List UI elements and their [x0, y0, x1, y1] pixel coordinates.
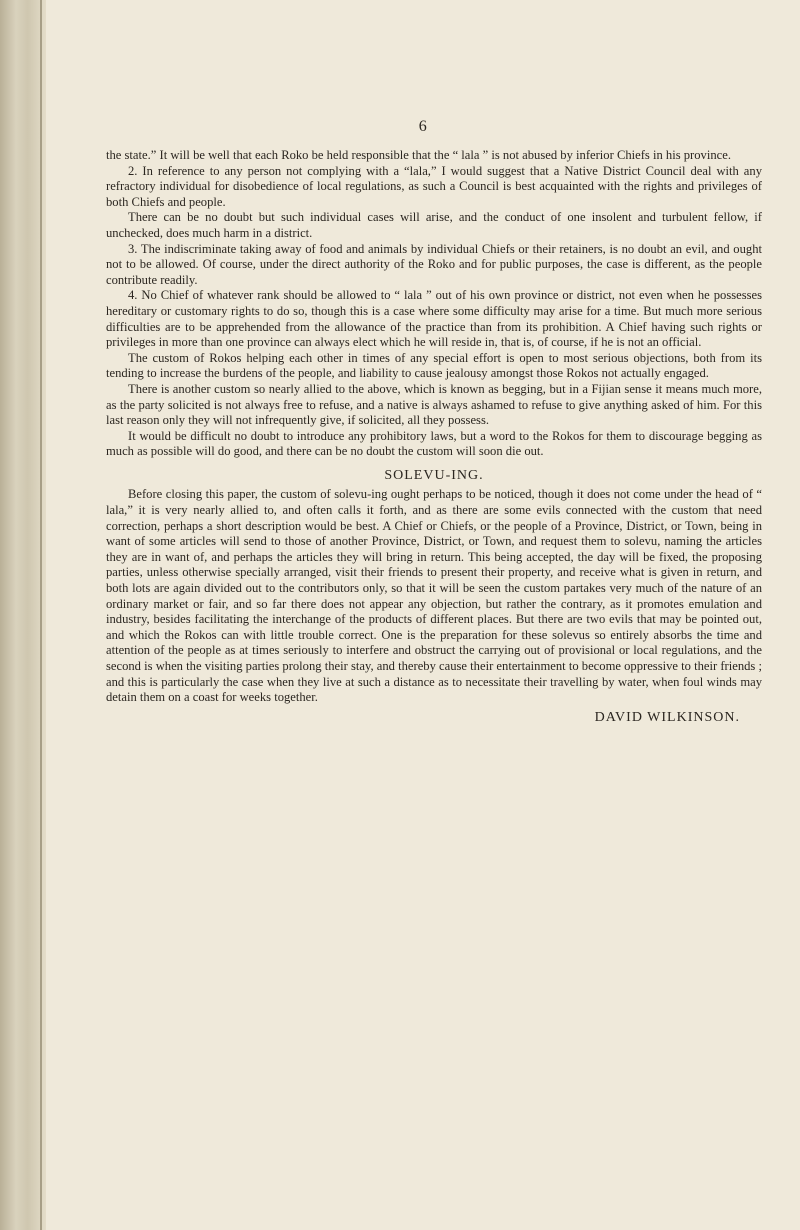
section-heading: SOLEVU-ING.: [384, 467, 484, 483]
paragraph-4: 4. No Chief of whatever rank should be allowed to “ lala ” out of his own province or district, not even when he possesses hereditary or customary rights to do so, though this is a case where some difficulty may arise for a time. But much more serious difficulties are to be apprehended from the allowance of the practice than from its prohibition. A Chief having such rights or privileges in more than one province can always elect which he will reside in, that is, of course, if he is not an official.: [106, 288, 762, 350]
paragraph-2: There can be no doubt but such individual cases will arise, and the conduct of one insolent and turbulent fellow, if unchecked, does much harm in a district.: [106, 210, 762, 240]
paragraph-3: 3. The indiscriminate taking away of food and animals by individual Chiefs or their retainers, is no doubt an evil, and ought not to be allowed. Of course, under the direct authority of the Roko and for public purposes, the case is different, as the people contribute readily.: [106, 241, 762, 287]
paragraph-0: the state.” It will be well that each Roko be held responsible that the “ lala ” is not abused by inferior Chiefs in his province.: [106, 148, 731, 162]
document-page: [46, 0, 800, 1230]
book-spine: [0, 0, 46, 1230]
paragraph-7: It would be difficult no doubt to introduce any prohibitory laws, but a word to the Rokos for them to discourage begging as much as possible will do good, and there can be no doubt the custom will soon die out.: [106, 428, 762, 459]
body-text: [106, 148, 762, 725]
paragraph-1: 2. In reference to any person not complying with a “lala,” I would suggest that a Native District Council deal with any refractory individual for disobedience of local regulations, as such a Council is best acquainted with the rights and privileges of both Chiefs and people.: [106, 163, 762, 209]
paragraph-5: The custom of Rokos helping each other in times of any special effort is open to most serious objections, both from its tending to increase the burdens of the people, and liability to cause jealousy amongst those Rokos not actually engaged.: [106, 350, 762, 381]
paragraph-8: Before closing this paper, the custom of solevu-ing ought perhaps to be noticed, though it does not come under the head of “ lala,” it is very nearly allied to, and often calls it forth, and as there are some evils connected with the custom that need correction, perhaps a short description would be best. A Chief or Chiefs, or the people of a Province, District, or Town, being in want of some articles will send to those of another Province, District, or Town, and request them to solevu, naming the articles they are in want of, and perhaps the articles they will bring in return. This being accepted, the day will be fixed, the proposing parties, unless otherwise specially arranged, visit their friends to present their property, and receive what is given in return, and both lots are again divided out to the contributors only, so that it will be seen the custom partakes very much of the nature of an ordinary market or fair, and so far there does not appear any objection, but rather the contrary, as it promotes emulation and industry, besides facilitating the interchange of the products of different places. But there are two evils that may be pointed out, and which the Rokos can with little trouble correct. One is the preparation for these solevus so entirely absorbs the time and attention of the people as at times seriously to interfere and obstruct the carrying out of provisional or local regulations, and the second is when the visiting parties prolong their stay, and thereby cause their entertainment to become oppressive to their friends ; and this is particularly the case when they live at such a distance as to necessitate their travelling by water, when foul winds may detain them on a coast for weeks together.: [106, 487, 762, 705]
page-number: 6: [418, 118, 428, 135]
author-signature: DAVID WILKINSON.: [594, 709, 740, 725]
paragraph-6: There is another custom so nearly allied to the above, which is known as begging, but in a Fijian sense it means much more, as the party solicited is not always free to refuse, and a native is always ashamed to refuse to give anything asked of him. For this last reason only they will not infrequently give, if solicited, all they possess.: [106, 381, 762, 428]
